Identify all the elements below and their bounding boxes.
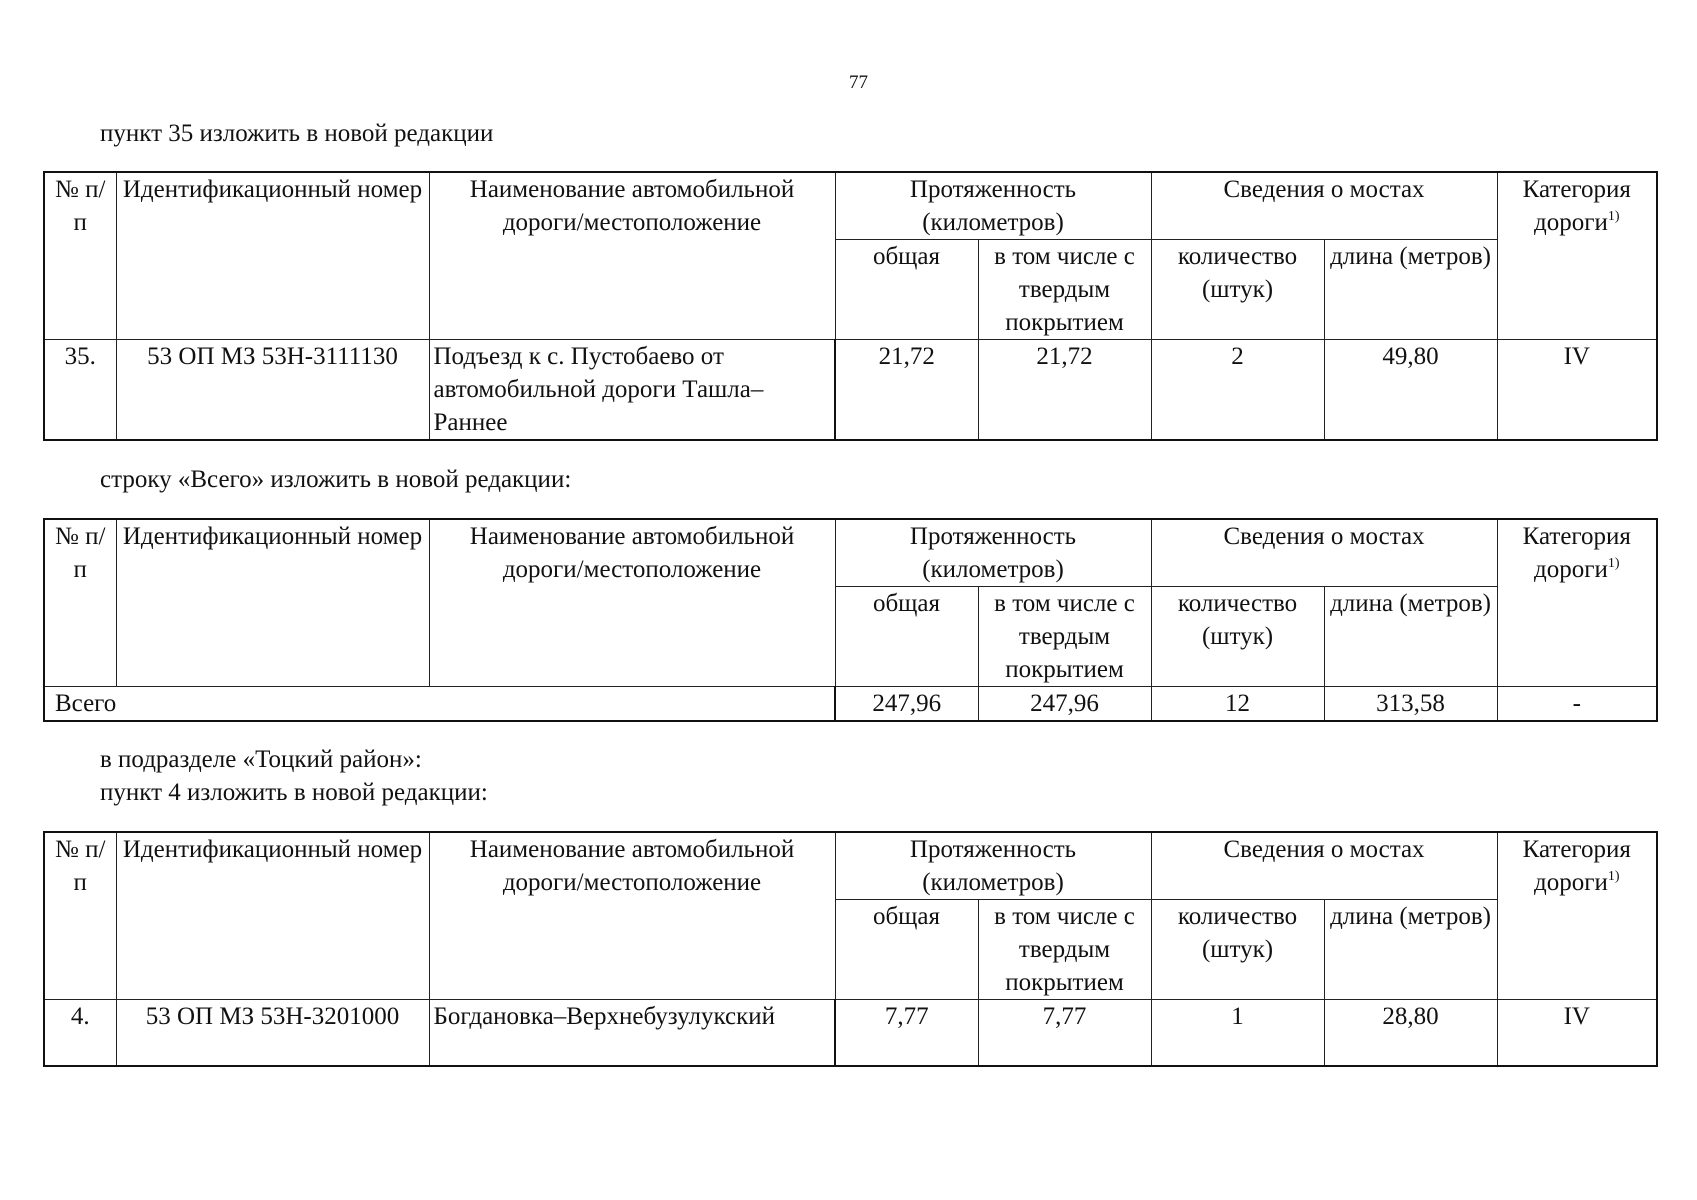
header-length-paved: в том числе с твердым покрытием	[978, 587, 1151, 687]
header-bridges: Сведения о мостах	[1151, 172, 1497, 240]
section-intro: строку «Всего» изложить в новой редакции:	[100, 466, 572, 493]
row-length-paved: 21,72	[978, 340, 1151, 441]
header-length-total: общая	[835, 240, 978, 340]
road-table-item-4	[43, 831, 1658, 1067]
road-table-item-35	[43, 171, 1658, 441]
header-bridges-count: количество (штук)	[1151, 900, 1324, 1000]
row-category: IV	[1497, 1000, 1657, 1066]
row-bridges-length: 49,80	[1324, 340, 1497, 441]
total-category: -	[1497, 687, 1657, 722]
row-length-paved: 7,77	[978, 1000, 1151, 1066]
row-no: 4.	[44, 1000, 116, 1066]
header-bridges: Сведения о мостах	[1151, 519, 1497, 587]
row-name: Подъезд к с. Пустобаево от автомобильной дороги Ташла–Раннее	[429, 340, 835, 441]
row-no: 35.	[44, 340, 116, 441]
header-length: Протяженность (километров)	[835, 172, 1151, 240]
header-no: № п/п	[44, 172, 116, 340]
header-length-total: общая	[835, 900, 978, 1000]
header-bridges-count: количество (штук)	[1151, 587, 1324, 687]
header-id: Идентификационный номер	[116, 172, 429, 340]
header-category: Категория дороги$^{1)}$	[1497, 832, 1657, 1000]
header-length-paved: в том числе с твердым покрытием	[978, 240, 1151, 340]
total-label: Всего	[44, 687, 835, 722]
page-number: 77	[849, 72, 868, 93]
header-no: № п/п	[44, 519, 116, 687]
row-bridges-count: 1	[1151, 1000, 1324, 1066]
row-bridges-count: 2	[1151, 340, 1324, 441]
row-id: 53 ОП МЗ 53Н-3201000	[116, 1000, 429, 1066]
row-bridges-length: 28,80	[1324, 1000, 1497, 1066]
header-bridges-length: длина (метров)	[1324, 240, 1497, 340]
header-name: Наименование автомобильной дороги/местоположение	[429, 172, 835, 340]
row-category: IV	[1497, 340, 1657, 441]
row-name: Богдановка–Верхнебузулукский	[429, 1000, 835, 1066]
header-category: Категория дороги$^{1)}$	[1497, 172, 1657, 340]
header-length-total: общая	[835, 587, 978, 687]
total-length-total: 247,96	[835, 687, 978, 722]
section-intro: пункт 35 изложить в новой редакции	[100, 120, 494, 147]
header-category: Категория дороги$^{1)}$	[1497, 519, 1657, 687]
total-bridges-count: 12	[1151, 687, 1324, 722]
header-bridges-length: длина (метров)	[1324, 900, 1497, 1000]
header-bridges-length: длина (метров)	[1324, 587, 1497, 687]
header-name: Наименование автомобильной дороги/местоположение	[429, 832, 835, 1000]
header-length: Протяженность (километров)	[835, 832, 1151, 900]
road-table-total	[43, 518, 1658, 722]
total-length-paved: 247,96	[978, 687, 1151, 722]
header-name: Наименование автомобильной дороги/местоположение	[429, 519, 835, 687]
section-intro: пункт 4 изложить в новой редакции:	[100, 779, 488, 806]
header-no: № п/п	[44, 832, 116, 1000]
row-id: 53 ОП МЗ 53Н-3111130	[116, 340, 429, 441]
header-id: Идентификационный номер	[116, 519, 429, 687]
header-bridges-count: количество (штук)	[1151, 240, 1324, 340]
header-bridges: Сведения о мостах	[1151, 832, 1497, 900]
total-bridges-length: 313,58	[1324, 687, 1497, 722]
row-length-total: 21,72	[835, 340, 978, 441]
row-length-total: 7,77	[835, 1000, 978, 1066]
header-length: Протяженность (километров)	[835, 519, 1151, 587]
section-intro: в подразделе «Тоцкий район»:	[100, 746, 422, 773]
header-id: Идентификационный номер	[116, 832, 429, 1000]
header-length-paved: в том числе с твердым покрытием	[978, 900, 1151, 1000]
